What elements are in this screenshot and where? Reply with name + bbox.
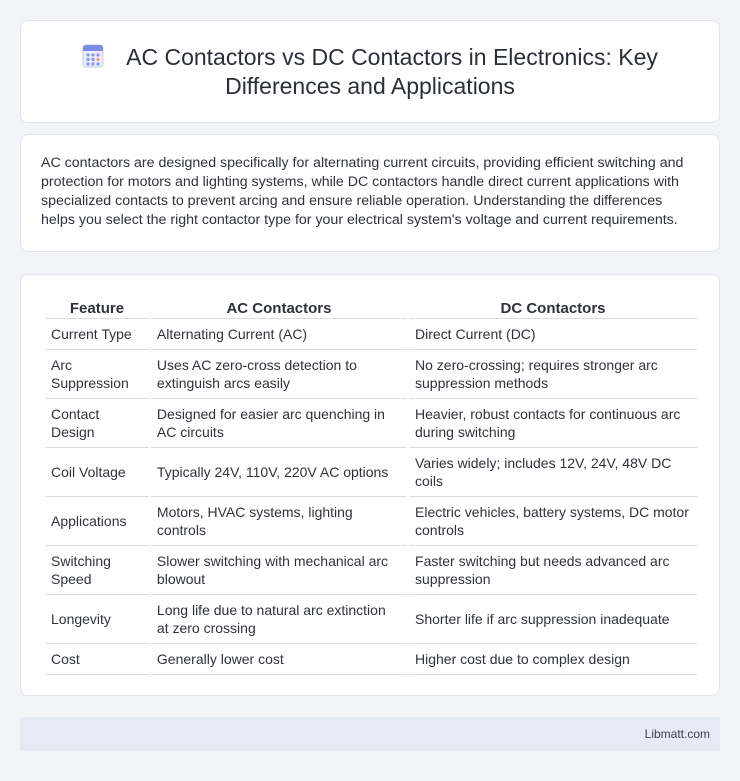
cell-ac: Uses AC zero-cross detection to extinguish arcs easily bbox=[151, 350, 407, 399]
cell-dc: Electric vehicles, battery systems, DC motor controls bbox=[409, 497, 697, 546]
cell-ac: Generally lower cost bbox=[151, 644, 407, 675]
cell-feature: Switching Speed bbox=[45, 546, 149, 595]
intro-card bbox=[20, 134, 720, 252]
cell-feature: Applications bbox=[45, 497, 149, 546]
table-row bbox=[45, 497, 697, 546]
title-card bbox=[20, 20, 720, 123]
table-header-row bbox=[45, 297, 697, 319]
table-row bbox=[45, 595, 697, 644]
cell-feature: Coil Voltage bbox=[45, 448, 149, 497]
cell-feature: Cost bbox=[45, 644, 149, 675]
intro-paragraph: AC contactors are designed specifically for alternating current circuits, providing efficient switching and protection for motors and lighting systems, while DC contactors handle direct current applications with specialized contacts to prevent arcing and ensure reliable operation. Understanding the differences helps you select the right contactor type for your electrical system's voltage and current requirements. bbox=[41, 155, 684, 228]
table-row bbox=[45, 546, 697, 595]
comparison-table-card bbox=[20, 274, 720, 696]
footer-bar bbox=[20, 717, 720, 751]
cell-dc: Heavier, robust contacts for continuous arc during switching bbox=[409, 399, 697, 448]
header-ac-contactors: AC Contactors bbox=[151, 297, 407, 319]
cell-dc: Varies widely; includes 12V, 24V, 48V DC coils bbox=[409, 448, 697, 497]
cell-ac: Designed for easier arc quenching in AC circuits bbox=[151, 399, 407, 448]
cell-ac: Alternating Current (AC) bbox=[151, 319, 407, 350]
cell-dc: Shorter life if arc suppression inadequate bbox=[409, 595, 697, 644]
cell-dc: Direct Current (DC) bbox=[409, 319, 697, 350]
cell-feature: Arc Suppression bbox=[45, 350, 149, 399]
page-title-text: AC Contactors vs DC Contactors in Electronics: Key Differences and Applications bbox=[126, 43, 658, 99]
table-row bbox=[45, 399, 697, 448]
table-row bbox=[45, 644, 697, 675]
header-feature: Feature bbox=[45, 297, 149, 319]
header-dc-contactors: DC Contactors bbox=[409, 297, 697, 319]
table-row bbox=[45, 350, 697, 399]
footer-brand-link[interactable]: Libmatt.com bbox=[644, 727, 710, 741]
cell-feature: Current Type bbox=[45, 319, 149, 350]
cell-ac: Motors, HVAC systems, lighting controls bbox=[151, 497, 407, 546]
table-row bbox=[45, 448, 697, 497]
calculator-icon bbox=[82, 44, 104, 68]
cell-dc: No zero-crossing; requires stronger arc suppression methods bbox=[409, 350, 697, 399]
cell-feature: Longevity bbox=[45, 595, 149, 644]
table-row bbox=[45, 319, 697, 350]
cell-dc: Higher cost due to complex design bbox=[409, 644, 697, 675]
cell-dc: Faster switching but needs advanced arc suppression bbox=[409, 546, 697, 595]
cell-feature: Contact Design bbox=[45, 399, 149, 448]
cell-ac: Typically 24V, 110V, 220V AC options bbox=[151, 448, 407, 497]
page-title bbox=[61, 43, 679, 101]
cell-ac: Slower switching with mechanical arc blowout bbox=[151, 546, 407, 595]
cell-ac: Long life due to natural arc extinction at zero crossing bbox=[151, 595, 407, 644]
comparison-table bbox=[43, 297, 699, 675]
